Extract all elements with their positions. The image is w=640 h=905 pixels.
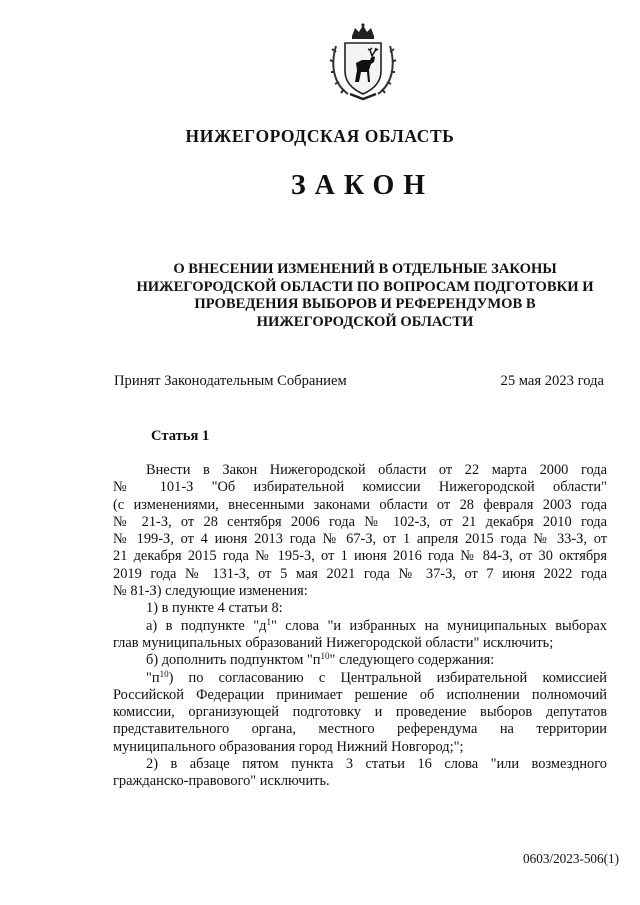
body-line xyxy=(113,618,607,635)
body-line: комиссии, организующей подготовку и проведение выборов депутатов xyxy=(113,704,607,721)
document-code: 0603/2023-506(1) xyxy=(523,851,619,866)
adopted-by: Принят Законодательным Собранием xyxy=(114,373,347,389)
body-line: представительного органа, местного референдума на территории xyxy=(113,721,607,738)
body-line: муниципального образования город Нижний Новгород;"; xyxy=(113,738,464,755)
adoption-date: 25 мая 2023 года xyxy=(500,373,604,389)
text-fragment: б) дополнить подпунктом "п xyxy=(146,652,321,669)
document-type: ЗАКОН xyxy=(290,170,435,201)
body-line: № 81-З) следующие изменения: xyxy=(113,583,308,600)
region-heading: НИЖЕГОРОДСКАЯ ОБЛАСТЬ xyxy=(185,126,455,146)
superscript: 1 xyxy=(266,616,271,627)
text-fragment: " слова "и избранных на муниципальных выборах xyxy=(270,617,607,634)
text-fragment: "п xyxy=(146,669,160,686)
body-line: 1) в пункте 4 статьи 8: xyxy=(146,600,283,617)
nizhny-novgorod-coat-of-arms-icon xyxy=(328,22,398,102)
body-line: № 101-З "Об избирательной комиссии Нижегородской области" xyxy=(113,479,607,496)
body-line: 21 декабря 2015 года № 195-З, от 1 июня 2016 года № 84-З, от 30 октября xyxy=(113,548,607,565)
body-line: глав муниципальных образований Нижегородской области" исключить; xyxy=(113,634,554,651)
body-line: № 199-З, от 4 июня 2013 года № 67-З, от 1 апреля 2015 года № 33-З, от xyxy=(113,531,607,548)
text-fragment: а) в подпункте "д xyxy=(146,617,267,634)
body-line: гражданско-правового" исключить. xyxy=(113,773,330,790)
body-line: 2019 года № 131-З, от 5 мая 2021 года № 37-З, от 7 июня 2022 года xyxy=(113,565,607,582)
superscript: 10 xyxy=(159,668,169,679)
title-line: НИЖЕГОРОДСКОЙ ОБЛАСТИ xyxy=(256,313,474,330)
law-title xyxy=(110,261,620,331)
article-heading: Статья 1 xyxy=(151,428,210,444)
body-line: (с изменениями, внесенными законами области от 28 февраля 2003 года xyxy=(113,496,607,513)
title-line: О ВНЕСЕНИИ ИЗМЕНЕНИЙ В ОТДЕЛЬНЫЕ ЗАКОНЫ xyxy=(173,261,557,277)
body-line: Внести в Закон Нижегородской области от 22 марта 2000 года xyxy=(146,462,607,478)
superscript: 10 xyxy=(320,651,330,662)
body-line xyxy=(113,652,607,669)
body-line: № 21-З, от 28 сентября 2006 года № 102-З, от 21 декабря 2010 года xyxy=(113,513,607,530)
body-line xyxy=(113,670,607,687)
title-line: НИЖЕГОРОДСКОЙ ОБЛАСТИ ПО ВОПРОСАМ ПОДГОТОВКИ И xyxy=(136,278,594,295)
article-body xyxy=(113,462,607,791)
title-line: ПРОВЕДЕНИЯ ВЫБОРОВ И РЕФЕРЕНДУМОВ В xyxy=(194,296,536,312)
text-fragment: ) по согласованию с Центральной избирательной комиссией xyxy=(168,669,607,686)
text-fragment: " следующего содержания: xyxy=(329,652,495,669)
body-line: Российской Федерации принимает решение об исполнении полномочий xyxy=(113,686,607,703)
body-line: 2) в абзаце пятом пункта 3 статьи 16 слова "или возмездного xyxy=(146,756,607,773)
